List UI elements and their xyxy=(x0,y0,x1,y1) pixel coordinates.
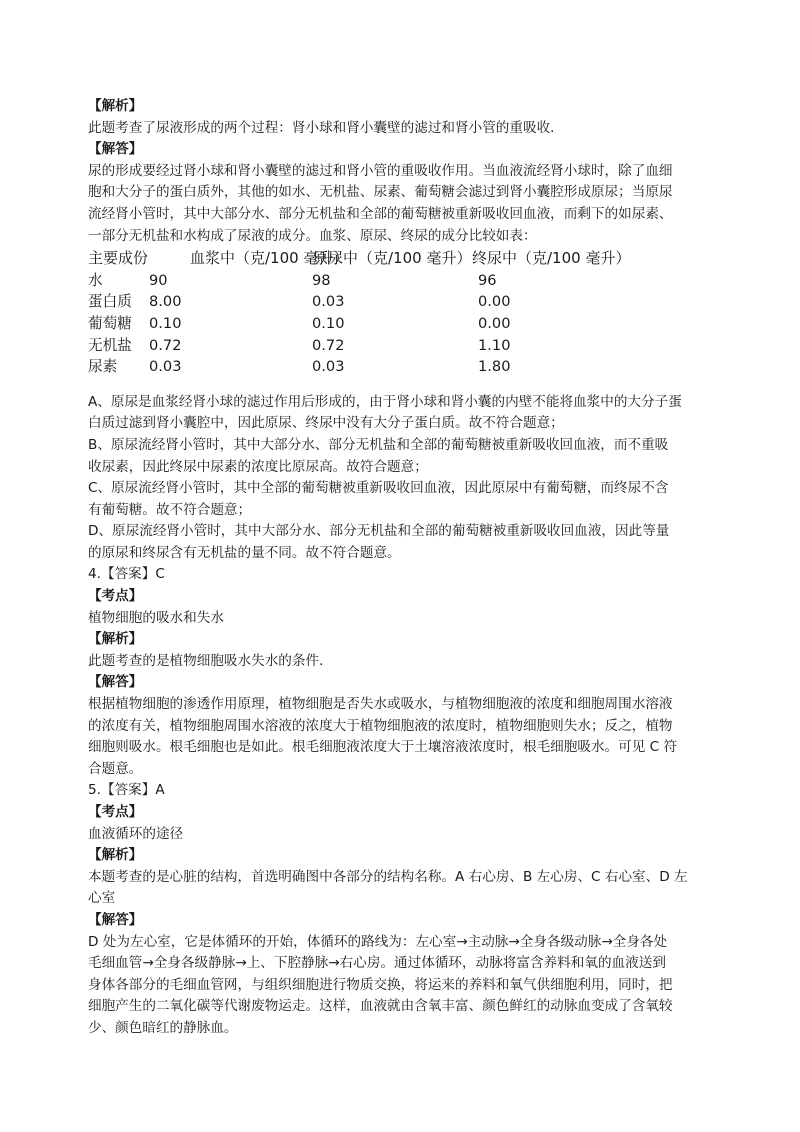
solution-line: 毛细血管→全身各级静脉→上、下腔静脉→右心房。通过体循环，动脉将富含养料和氧的血液送到 xyxy=(88,955,666,972)
table-cell: 90 xyxy=(149,271,168,289)
table-header-row xyxy=(88,248,720,270)
solution-line: 一部分无机盐和水构成了尿液的成分。血浆、原尿、终尿的成分比较如表： xyxy=(88,227,537,244)
key-point-text: 植物细胞的吸水和失水 xyxy=(88,609,224,626)
key-point-heading: 【考点】 xyxy=(88,588,143,605)
option-line: 白质过滤到肾小囊腔中，因此原尿、终尿中没有大分子蛋白质。故不符合题意； xyxy=(88,415,564,432)
analysis-line: 心室 xyxy=(88,890,116,907)
solution-heading: 【解答】 xyxy=(88,674,143,691)
analysis-text: 此题考查了尿液形成的两个过程：肾小球和肾小囊壁的滤过和肾小管的重吸收． xyxy=(88,119,564,136)
analysis-text: 此题考查的是植物细胞吸水失水的条件． xyxy=(88,652,333,669)
analysis-heading: 【解析】 xyxy=(88,98,143,114)
solution-line: 胞和大分子的蛋白质外，其他的如水、无机盐、尿素、葡萄糖会滤过到肾小囊腔形成原尿；当原尿 xyxy=(88,184,673,201)
analysis-heading: 【解析】 xyxy=(88,847,143,864)
solution-line: 细胞则吸水。根毛细胞也是如此。根毛细胞液浓度大于土壤溶液浓度时，根毛细胞吸水。可见 C 符 xyxy=(88,739,678,756)
table-header-cell: 原尿中（克/100 毫升） xyxy=(313,249,472,268)
solution-line: 身体各部分的毛细血管网，与组织细胞进行物质交换，将运来的养料和氧气供细胞利用，同时，把 xyxy=(88,976,673,993)
solution-line: 流经肾小管时，其中大部分水、部分无机盐和全部的葡萄糖被重新吸收回血液，而剩下的如尿素、 xyxy=(88,205,673,222)
table-cell: 尿素 xyxy=(88,358,118,376)
table-cell: 1.10 xyxy=(478,336,511,354)
key-point-text: 血液循环的途径 xyxy=(88,825,184,842)
document-page xyxy=(88,96,720,1040)
table-cell: 0.00 xyxy=(478,314,511,332)
analysis-heading: 【解析】 xyxy=(88,631,143,648)
table-cell: 0.03 xyxy=(312,358,345,376)
solution-line: 的浓度有关，植物细胞周围水溶液的浓度大于植物细胞液的浓度时，植物细胞则失水；反之，植物 xyxy=(88,717,673,734)
composition-table xyxy=(88,248,720,378)
table-cell: 98 xyxy=(312,271,331,289)
table-cell: 8.00 xyxy=(149,293,182,311)
table-header-cell: 主要成份 xyxy=(88,249,149,268)
table-row xyxy=(88,270,720,292)
table-cell: 0.10 xyxy=(149,314,182,332)
table-cell: 0.03 xyxy=(149,358,182,376)
table-cell: 0.72 xyxy=(312,336,345,354)
answer-line: 4.【答案】C xyxy=(88,566,165,583)
solution-line: D 处为左心室，它是体循环的开始，体循环的路线为：左心室→主动脉→全身各级动脉→全身各处 xyxy=(88,933,668,950)
table-cell: 0.10 xyxy=(312,314,345,332)
table-row xyxy=(88,313,720,335)
answer-line: 5.【答案】A xyxy=(88,782,165,799)
option-line: B、原尿流经肾小管时，其中大部分水、部分无机盐和全部的葡萄糖被重新吸收回血液，而不重吸 xyxy=(88,436,669,453)
option-line: 有葡萄糖。故不符合题意； xyxy=(88,501,252,518)
solution-line: 合题意。 xyxy=(88,760,143,777)
table-cell: 1.80 xyxy=(478,358,511,376)
option-line: A、原尿是血浆经肾小球的滤过作用后形成的，由于肾小球和肾小囊的内壁不能将血浆中的大分子蛋 xyxy=(88,393,682,410)
solution-heading: 【解答】 xyxy=(88,141,143,158)
table-header-cell: 终尿中（克/100 毫升） xyxy=(472,249,631,268)
table-row xyxy=(88,291,720,313)
solution-line: 细胞产生的二氧化碳等代谢废物运走。这样，血液就由含氧丰富、颜色鲜红的动脉血变成了含氧较 xyxy=(88,998,673,1015)
table-cell: 葡萄糖 xyxy=(88,314,132,332)
analysis-line: 本题考查的是心脏的结构，首选明确图中各部分的结构名称。A 右心房、B 左心房、C 右心室、D 左 xyxy=(88,868,688,885)
solution-line: 少、颜色暗红的静脉血。 xyxy=(88,1019,238,1036)
solution-line: 尿的形成要经过肾小球和肾小囊壁的滤过和肾小管的重吸收作用。当血液流经肾小球时，除了血细 xyxy=(88,162,673,179)
table-cell: 96 xyxy=(478,271,497,289)
spacer xyxy=(88,378,720,392)
solution-line: 根据植物细胞的渗透作用原理，植物细胞是否失水或吸水，与植物细胞液的浓度和细胞周围水溶液 xyxy=(88,696,673,713)
option-line: 收尿素，因此终尿中尿素的浓度比原尿高。故符合题意； xyxy=(88,458,428,475)
key-point-heading: 【考点】 xyxy=(88,804,143,820)
table-cell: 0.00 xyxy=(478,293,511,311)
table-cell: 0.03 xyxy=(312,293,345,311)
option-line: D、原尿流经肾小管时，其中大部分水、部分无机盐和全部的葡萄糖被重新吸收回血液，因此等量 xyxy=(88,523,670,540)
table-cell: 水 xyxy=(88,271,103,289)
table-row xyxy=(88,335,720,357)
table-cell: 蛋白质 xyxy=(88,293,132,311)
option-line: C、原尿流经肾小管时，其中全部的葡萄糖被重新吸收回血液，因此原尿中有葡萄糖，而终尿不含 xyxy=(88,480,669,497)
solution-heading: 【解答】 xyxy=(88,911,143,928)
table-cell: 无机盐 xyxy=(88,336,132,354)
option-line: 的原尿和终尿含有无机盐的量不同。故不符合题意。 xyxy=(88,544,401,561)
table-header-cell: 血浆中（克/100 毫升） xyxy=(190,249,349,268)
table-row xyxy=(88,356,720,378)
table-cell: 0.72 xyxy=(149,336,182,354)
